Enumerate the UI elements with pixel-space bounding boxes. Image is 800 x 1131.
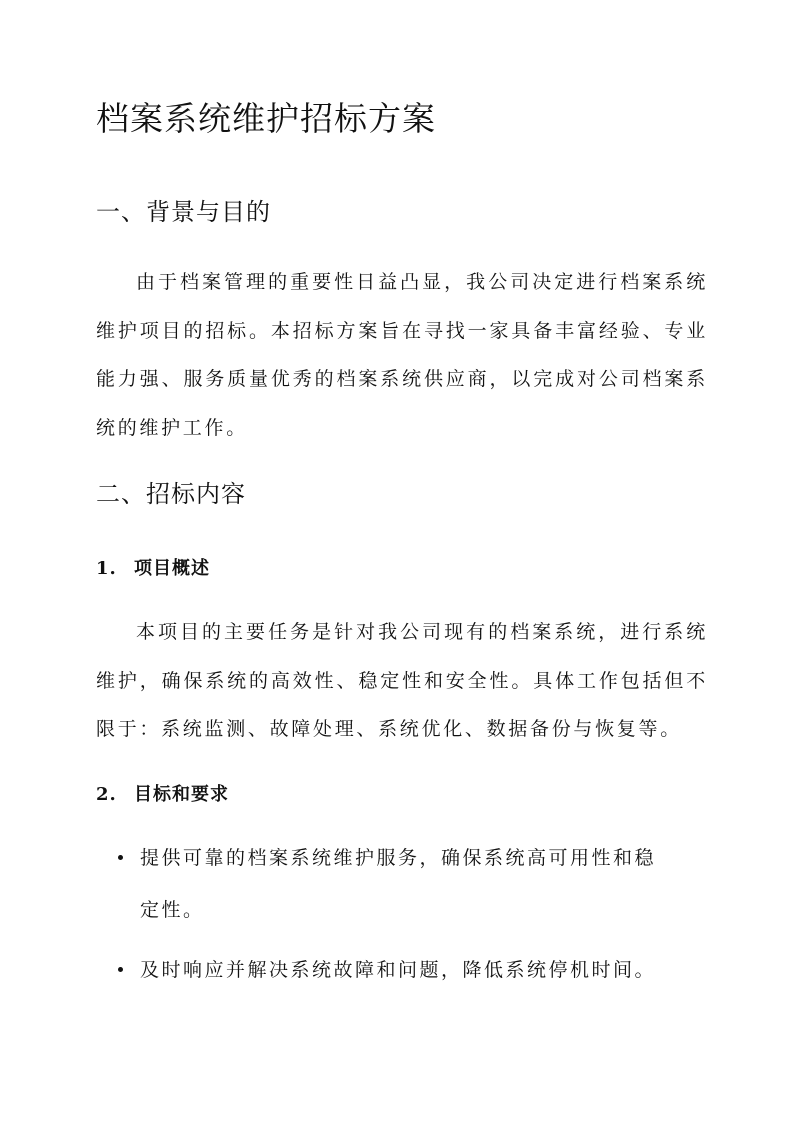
- goals-bullet-list: [96, 832, 708, 1004]
- list-item: [96, 832, 660, 936]
- subsection-heading-overview: [96, 556, 210, 582]
- section-heading-background: 一、背景与目的: [96, 198, 271, 226]
- list-item: [96, 944, 660, 996]
- document-title: 档案系统维护招标方案: [96, 99, 436, 138]
- background-paragraph: 由于档案管理的重要性日益凸显，我公司决定进行档案系统维护项目的招标。本招标方案旨在寻找一家具备丰富经验、专业能力强、服务质量优秀的档案系统供应商，以完成对公司档案系统的维护工作。: [96, 271, 708, 439]
- list-item-text: 提供可靠的档案系统维护服务，确保系统高可用性和稳定性。: [140, 847, 657, 921]
- subsection-title: 项目概述: [134, 558, 210, 579]
- section-heading-content: 二、招标内容: [96, 480, 246, 508]
- subsection-number: 1.: [96, 558, 117, 579]
- subsection-title: 目标和要求: [134, 784, 229, 805]
- overview-paragraph: 本项目的主要任务是针对我公司现有的档案系统，进行系统维护，确保系统的高效性、稳定性和安全性。具体工作包括但不限于：系统监测、故障处理、系统优化、数据备份与恢复等。: [96, 621, 708, 740]
- bullet-icon: [118, 855, 123, 860]
- subsection-number: 2.: [96, 784, 117, 805]
- bullet-icon: [118, 967, 123, 972]
- subsection-heading-goals: [96, 782, 229, 808]
- list-item-text: 及时响应并解决系统故障和问题，降低系统停机时间。: [140, 959, 657, 981]
